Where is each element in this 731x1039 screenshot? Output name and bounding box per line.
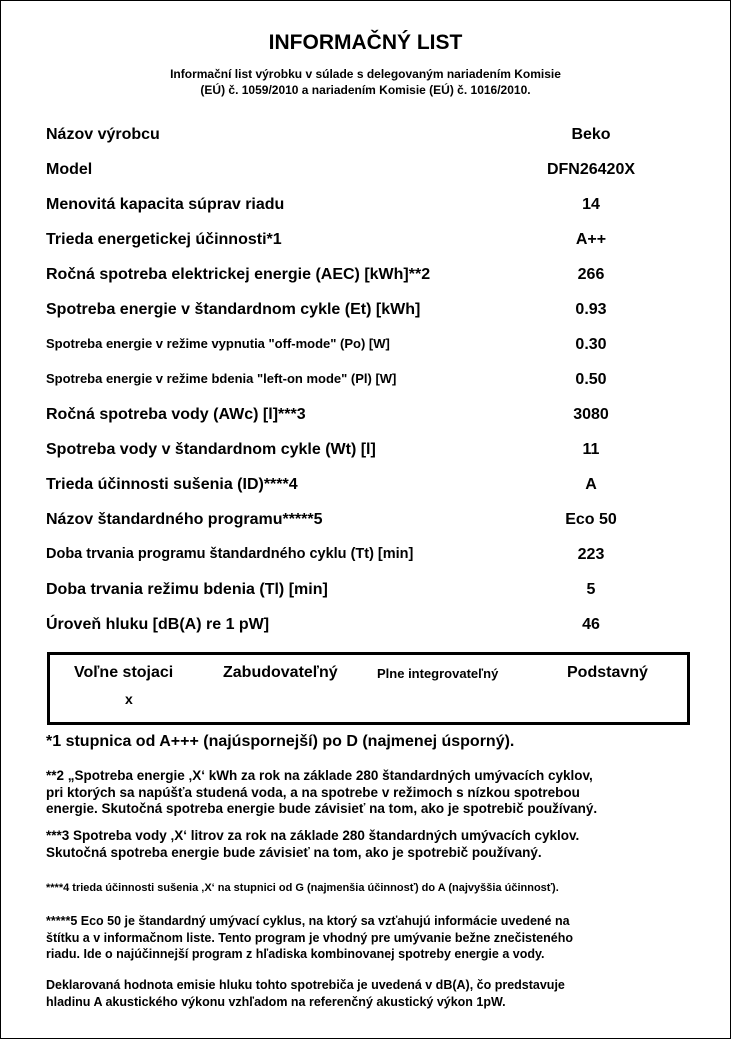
- footnote-line: riadu. Ide o najúčinnejší program z hľadiska kombinovanej spotreby energie a vody.: [46, 947, 545, 961]
- spec-row: [46, 581, 686, 603]
- spec-row: [46, 196, 686, 218]
- spec-row: [46, 511, 686, 533]
- footnote-line: pri ktorých sa napúšťa studená voda, a na spotrebe v režimoch s nízkou spotrebou: [46, 784, 580, 800]
- footnote-4: ****4 trieda účinnosti sušenia ‚X‘ na stupnici od G (najmenšia účinnosť) do A (najvyššia účinnosť).: [46, 882, 559, 894]
- installation-type-box: [47, 652, 690, 725]
- spec-row: [46, 616, 686, 638]
- spec-label: Doba trvania režimu bdenia (Tl) [min]: [46, 581, 328, 598]
- footnote-1: *1 stupnica od A+++ (najúspornejší) po D (najmenej úsporný).: [46, 733, 515, 750]
- installation-option: Plne integrovateľný: [377, 666, 499, 681]
- spec-value: A++: [575, 231, 607, 248]
- spec-label: Spotreba vody v štandardnom cykle (Wt) [l]: [46, 441, 376, 458]
- spec-label: Menovitá kapacita súprav riadu: [46, 196, 285, 213]
- installation-option: Podstavný: [567, 664, 648, 681]
- installation-option: Voľne stojaci: [74, 664, 174, 681]
- installation-option: Zabudovateľný: [223, 664, 338, 681]
- spec-row: [46, 231, 686, 253]
- spec-row: [46, 546, 686, 568]
- spec-value: Eco 50: [565, 511, 617, 528]
- spec-value: Beko: [571, 126, 611, 143]
- spec-value: 0.50: [575, 371, 607, 388]
- spec-label: Spotreba energie v štandardnom cykle (Et) [kWh]: [46, 301, 421, 318]
- footnote-line: energie. Skutočná spotreba energie bude závisieť na tom, ako je spotrebič používaný.: [46, 801, 598, 816]
- footnote-line: štítku a v informačnom liste. Tento program je vhodný pre umývanie bežne znečisteného: [46, 930, 573, 945]
- footnote-line: Skutočná spotreba energie bude závisieť na tom, ako je spotrebič používaný.: [46, 845, 542, 860]
- footnote-line: ***3 Spotreba vody ‚X‘ litrov za rok na základe 280 štandardných umývacích cyklov.: [46, 828, 580, 843]
- document-subtitle: [0, 66, 731, 98]
- spec-label: Názov výrobcu: [46, 126, 160, 143]
- spec-row: [46, 476, 686, 498]
- spec-value: DFN26420X: [546, 161, 636, 178]
- footnote-noise: [46, 977, 696, 1010]
- spec-row: [46, 266, 686, 288]
- spec-label: Názov štandardného programu*****5: [46, 511, 323, 528]
- spec-value: 14: [582, 196, 600, 213]
- selected-mark: x: [125, 691, 133, 707]
- spec-label: Úroveň hluku [dB(A) re 1 pW]: [46, 616, 270, 633]
- spec-row: [46, 126, 686, 148]
- footnote-5: [46, 913, 696, 963]
- subtitle-line: (EÚ) č. 1059/2010 a nariadením Komisie (EÚ) č. 1016/2010.: [200, 83, 531, 97]
- spec-value: 5: [586, 581, 596, 598]
- spec-row: [46, 301, 686, 323]
- footnote-line: Deklarovaná hodnota emisie hluku tohto spotrebiča je uvedená v dB(A), čo predstavuje: [46, 978, 565, 992]
- footnote-2: [46, 768, 696, 818]
- footnote-line: hladinu A akustického výkonu vzhľadom na referenčný akustický výkon 1pW.: [46, 994, 506, 1009]
- spec-value: 46: [582, 616, 600, 633]
- spec-label: Ročná spotreba elektrickej energie (AEC) [kWh]**2: [46, 266, 431, 283]
- footnote-3: [46, 827, 696, 861]
- spec-value: 223: [577, 546, 605, 563]
- spec-value: 266: [577, 266, 605, 283]
- footnote-line: *****5 Eco 50 je štandardný umývací cyklus, na ktorý sa vzťahujú informácie uvedené na: [46, 914, 570, 928]
- spec-row: [46, 406, 686, 428]
- spec-label: Spotreba energie v režime bdenia "left-on mode" (Pl) [W]: [46, 371, 397, 386]
- spec-value: 0.93: [575, 301, 607, 318]
- spec-row: [46, 336, 686, 358]
- spec-label: Model: [46, 161, 93, 178]
- spec-value: 3080: [573, 406, 609, 423]
- spec-row: [46, 371, 686, 393]
- spec-value: 0.30: [575, 336, 607, 353]
- spec-label: Ročná spotreba vody (AWc) [l]***3: [46, 406, 306, 423]
- spec-row: [46, 441, 686, 463]
- subtitle-line: Informační list výrobku v súlade s delegovaným nariadením Komisie: [170, 67, 561, 81]
- spec-label: Trieda energetickej účinnosti*1: [46, 231, 282, 248]
- spec-label: Trieda účinnosti sušenia (ID)****4: [46, 476, 298, 493]
- spec-value: A: [585, 476, 597, 493]
- document-title: INFORMAČNÝ LIST: [268, 31, 463, 54]
- spec-label: Doba trvania programu štandardného cyklu (Tt) [min]: [46, 546, 414, 562]
- spec-row: [46, 161, 686, 183]
- spec-value: 11: [582, 441, 600, 458]
- spec-label: Spotreba energie v režime vypnutia "off-mode" (Po) [W]: [46, 336, 390, 351]
- footnote-line: **2 „Spotreba energie ‚X‘ kWh za rok na základe 280 štandardných umývacích cyklov,: [46, 768, 593, 783]
